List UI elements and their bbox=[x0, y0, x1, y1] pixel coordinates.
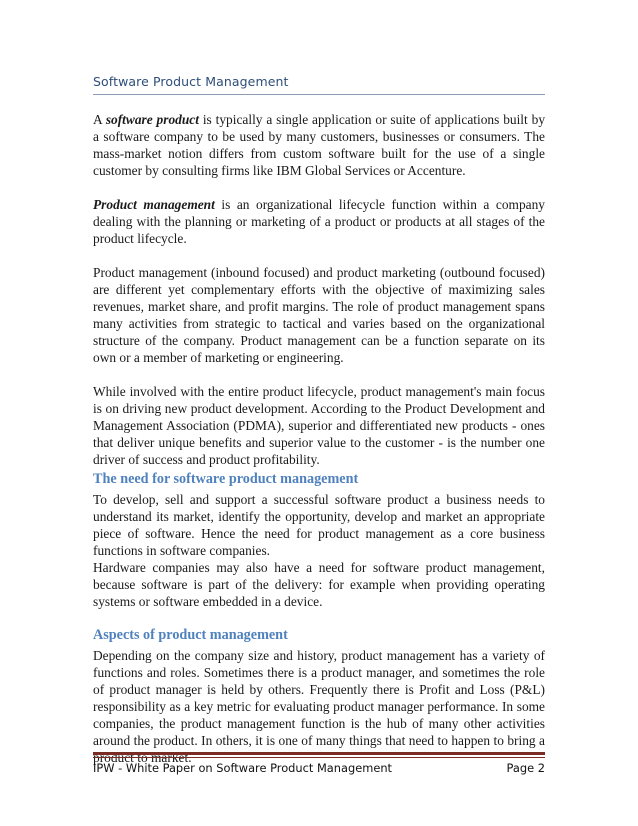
footer-divider-thin bbox=[93, 757, 545, 758]
term-product-management: Product management bbox=[93, 197, 215, 212]
need-paragraph-2: Hardware companies may also have a need for software product management, because software is part of the delivery: for example when providing operating systems or software embedded in a device. bbox=[93, 560, 545, 609]
intro-paragraph-1 bbox=[93, 111, 545, 179]
footer-document-title: IPW - White Paper on Software Product Management bbox=[93, 761, 393, 775]
need-paragraph-1: To develop, sell and support a successful software product a business needs to understand its market, identify the opportunity, develop and market an appropriate piece of software. Hence the need for product management as a core business functions in software companies. bbox=[93, 492, 545, 558]
heading-aspects: Aspects of product management bbox=[93, 627, 288, 643]
heading-need-for-spm: The need for software product management bbox=[93, 471, 359, 487]
aspects-paragraph-1: Depending on the company size and history, product management has a variety of functions and roles. Sometimes there is a product manager, and sometimes the role of product manager is held by others. Frequently there is Profit and Loss (P&L) responsibility as a key metric for evaluating product manager performance. In some companies, the product management function is the hub of many other activities around the product. In others, it is one of many things that need to happen to bring a product to market. bbox=[93, 648, 545, 765]
term-software-product: software product bbox=[105, 112, 199, 127]
intro-paragraph-2 bbox=[93, 196, 545, 247]
intro-paragraph-3: Product management (inbound focused) and product marketing (outbound focused) are different yet complementary efforts with the objective of maximizing sales revenues, market share, and profit margins. The role of product management spans many activities from strategic to tactical and varies based on the organizational structure of the company. Product management can be a function separate on its own or a member of marketing or engineering. bbox=[93, 265, 545, 365]
header-divider bbox=[93, 94, 545, 95]
footer-page-number: Page 2 bbox=[506, 761, 545, 775]
intro-paragraph-4: While involved with the entire product lifecycle, product management's main focus is on driving new product development. According to the Product Development and Management Association (PDMA), superior and differentiated new products - ones that deliver unique benefits and superior value to the customer - is the number one driver of success and product profitability. bbox=[93, 384, 545, 467]
footer-divider-thick bbox=[93, 752, 545, 755]
document-body bbox=[93, 111, 545, 766]
intro-p1-body: is typically a single application or suite of applications built by a software company to be used by many customers, businesses or consumers. The mass-market notion differs from custom software built for the use of a single customer by consulting firms like IBM Global Services or Accenture. bbox=[93, 112, 546, 178]
intro-p2-body: is an organizational lifecycle function within a company dealing with the planning or marketing of a product or products at all stages of the product lifecycle. bbox=[93, 197, 545, 246]
intro-p1-lead: A bbox=[93, 112, 106, 127]
page-header-title: Software Product Management bbox=[93, 74, 289, 89]
